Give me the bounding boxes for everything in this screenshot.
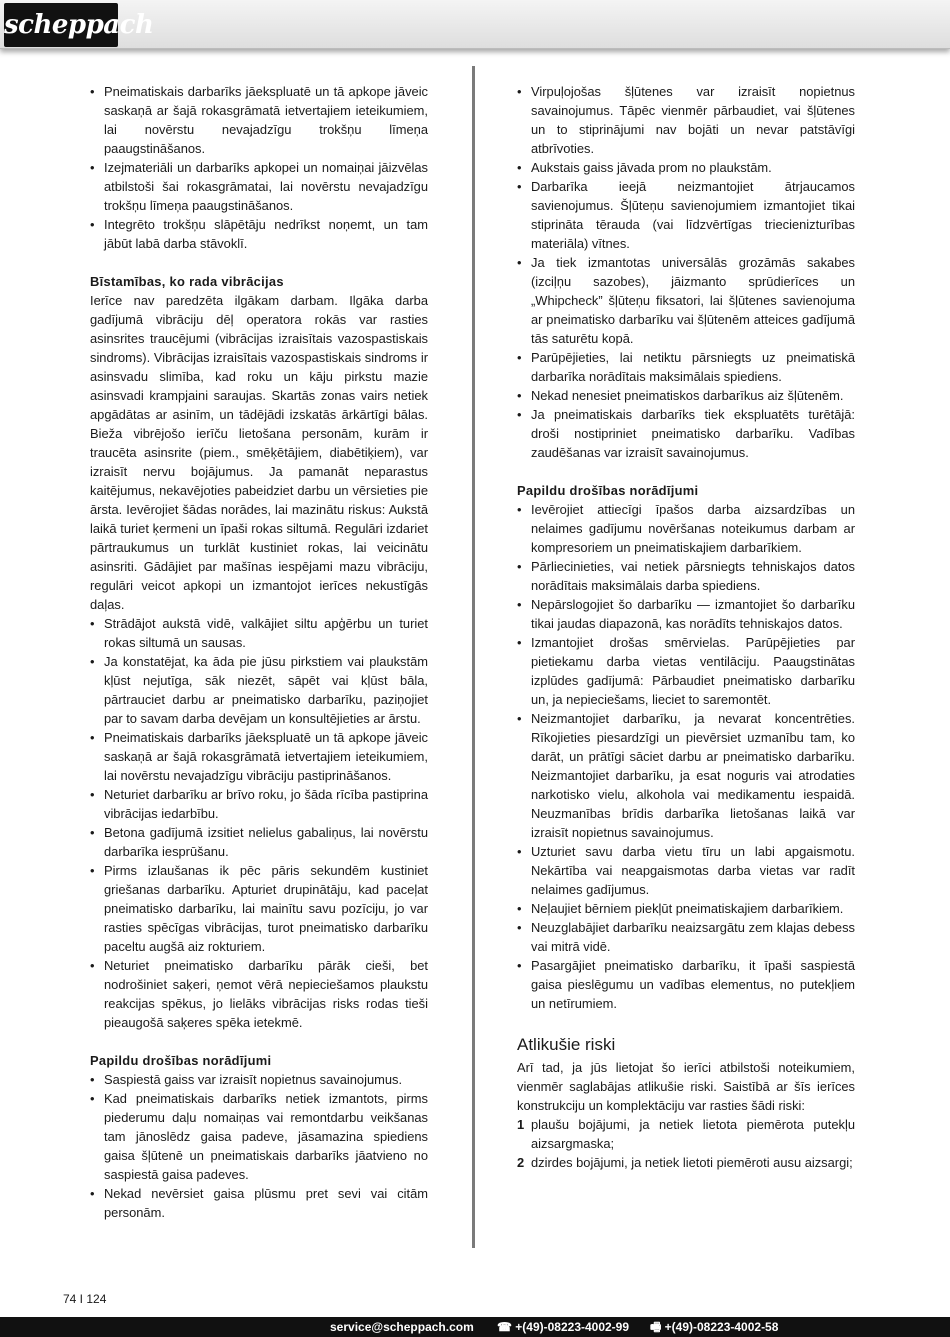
residual-risks-paragraph: Arī tad, ja jūs lietojat šo ierīci atbilstoši noteikumiem, vienmēr saglabājas atlikušie riski. Saistībā ar šīs ierīces konstrukciju un komplektāciju var rasties šādi riski: [517, 1060, 855, 1113]
list-item: • Neuzglabājiet darbarīku neaizsargātu zem klajas debess vai mitrā vidē. [517, 918, 855, 956]
list-number: 2 [517, 1155, 525, 1170]
list-item: • Strādājot aukstā vidē, valkājiet siltu apģērbu un turiet rokas siltumā un sausas. [90, 614, 428, 652]
noise-bullets [90, 82, 428, 253]
vibration-paragraph: Ierīce nav paredzēta ilgākam darbam. Ilgāka darba gadījumā vibrāciju dēļ operatora rokās var rasties asinsrites traucējumi (vibrācijas izraisītais vazospastiskais sindroms). Vibrācijas izraisītais vazospastiskais sindroms ir asinsvadu slimība, kad roku un kāju pirkstu mazie asinsvadi krampjaini saraujas. Skartās zonas vairs netiek apgādātas ar asinīm, un tādējādi izskatās ārkārtīgi bālas. Bieža vibrējošo ierīču lietošana personām, kurām ir traucēta asinsrite (piem., smēķētājiem, diabētiķiem), var izraisīt nervu bojājumus. Ja pamanāt neparastus kaitējumus, nekavējoties pabeidziet darbu un vērsieties pie ārsta. Ievērojiet šādas norādes, lai mazinātu riskus: Aukstā laikā turiet ķermeni un īpaši rokas siltumā. Regulāri izdariet pārtraukumus un turklāt kustiniet rokas, lai veicinātu asinsriti. Gādājiet par mašīnas iespējami mazu vibrāciju, regulāri veicot apkopi un izmantojot ierīces nekustīgās daļas. [90, 293, 428, 612]
fax-number: 🖷 +(49)-08223-4002-58 [650, 1320, 779, 1334]
list-item: • Pirms izlaušanas ik pēc pāris sekundēm kustiniet griešanas darbarīku. Apturiet drupinātāju, kad paceļat pneimatisko darbarīku, lai mainītu savu pozīciju, jo var rasties spēcīgas vibrācijas, turot pneimatisko darbarīku paceltu augšā aiz rokturiem. [90, 861, 428, 956]
list-item: • Betona gadījumā izsitiet nelielus gabaliņus, lai novērstu darbarīka iesprūšanu. [90, 823, 428, 861]
vibration-heading: Bīstamības, ko rada vibrācijas [90, 274, 284, 289]
list-item: • Parūpējieties, lai netiktu pārsniegts uz pneimatiskā darbarīka norādītais maksimālais spiediens. [517, 348, 855, 386]
extra-safety-heading: Papildu drošības norādījumi [90, 1053, 272, 1068]
service-email: service@scheppach.com [330, 1320, 474, 1334]
extra-safety-heading: Papildu drošības norādījumi [517, 483, 699, 498]
list-item: • Ievērojiet attiecīgi īpašos darba aizsardzības un nelaimes gadījumu novēršanas noteikumus darbam ar kompresoriem un pneimatiskajiem darbarīkiem. [517, 500, 855, 557]
list-item: • Ja konstatējat, ka āda pie jūsu pirkstiem vai plaukstām kļūst nejutīga, sāk niezēt, sāpēt vai kļūst bāla, pārtrauciet darbu ar pneimatisko darbarīku, paziņojiet par to savam darba devējam un konsultējieties ar ārstu. [90, 652, 428, 728]
left-column [90, 82, 428, 1222]
residual-risks-heading: Atlikušie riski [517, 1035, 616, 1054]
list-item: • Izmantojiet drošas smērvielas. Parūpējieties par pietiekamu darba vietas ventilāciju. Paaugstinātas izplūdes gadījumā: Pārbaudiet pneimatisko darbarīku un, ja nepieciešams, lieciet to saremontēt. [517, 633, 855, 709]
list-text: plaušu bojājumi, ja netiek lietota piemērota putekļu aizsargmaska; [531, 1117, 855, 1151]
list-item: • Pasargājiet pneimatisko darbarīku, it īpaši saspiestā gaisa pieslēgumu un vadības elementus, no putekļiem un netīrumiem. [517, 956, 855, 1013]
phone-number: ☎ +(49)-08223-4002-99 [497, 1320, 630, 1334]
list-item: • Ja tiek izmantotas universālās grozāmās sakabes (izciļņu sazobes), jāizmanto sprūdierīces un „Whipcheck” šļūteņu fiksatori, lai šļūtenes savienojuma ar pneimatisko darbarīku vai šļūtenēm atteices gadījumā tās saturētu kopā. [517, 253, 855, 348]
list-item: • Pārliecinieties, vai netiek pārsniegts tehniskajos datos norādītais maksimālais darba spiediens. [517, 557, 855, 595]
list-item: • Darbarīka ieejā neizmantojiet ātrjaucamos savienojumus. Šļūteņu savienojumiem izmantojiet tikai stiprināta tērauda (vai līdzvērtīgas triecienizturības materiāla) vītnes. [517, 177, 855, 253]
list-item [517, 1115, 855, 1153]
list-item: • Neturiet pneimatisko darbarīku pārāk cieši, bet nodrošiniet saķeri, ņemot vērā nepieciešamos plaukstu reakcijas spēkus, jo lielāks vibrācijas risks rodas tieši pieaugošā saķeres spēka ietekmē. [90, 956, 428, 1032]
page-header [0, 0, 950, 49]
page-number: 74 I 124 [63, 1292, 107, 1306]
hose-bullets [517, 82, 855, 462]
list-item: • Neizmantojiet darbarīku, ja nevarat koncentrēties. Rīkojieties piesardzīgi un pievērsiet uzmanību tam, ko darāt, un prātīgi sāciet darbu ar pneimatisko darbarīku. Neizmantojiet darbarīku, ja esat noguris vai atrodaties narkotisko vielu, alkohola vai medikamentu iespaidā. Neuzmanības brīdis darbarīka lietošanas laikā var izraisīt nopietnus savainojumus. [517, 709, 855, 842]
list-item: • Saspiestā gaiss var izraisīt nopietnus savainojumus. [90, 1070, 428, 1089]
list-item: • Ja pneimatiskais darbarīks tiek ekspluatēts turētājā: droši nostipriniet pneimatisko darbarīku. Vadības zaudēšanas var izraisīt savainojumus. [517, 405, 855, 462]
list-item: • Nekad nenesiet pneimatiskos darbarīkus aiz šļūtenēm. [517, 386, 855, 405]
residual-risks-list [517, 1115, 855, 1172]
list-item: • Integrēto trokšņu slāpētāju nedrīkst noņemt, un tam jābūt labā darba stāvoklī. [90, 215, 428, 253]
list-item: • Virpuļojošas šļūtenes var izraisīt nopietnus savainojumus. Tāpēc vienmēr pārbaudiet, vai šļūtenes un to stiprinājumi nav bojāti un nevar patstāvīgi atbrīvoties. [517, 82, 855, 158]
vibration-bullets [90, 614, 428, 1032]
list-item: • Nepārslogojiet šo darbarīku — izmantojiet šo darbarīku tikai jaudas diapazonā, kas norādīts tehniskajos datos. [517, 595, 855, 633]
list-item: • Pneimatiskais darbarīks jāekspluatē un tā apkope jāveic saskaņā ar šajā rokasgrāmatā ietvertajiem ieteikumiem, lai novērstu nevajadzīgu vibrāciju pastiprināšanos. [90, 728, 428, 785]
right-column [517, 82, 855, 1172]
extra-safety-bullets [517, 500, 855, 1013]
list-item: • Neturiet darbarīku ar brīvo roku, jo šāda rīcība pastiprina vibrācijas iedarbību. [90, 785, 428, 823]
list-item: • Uzturiet savu darba vietu tīru un labi apgaismotu. Nekārtība vai neapgaismotas darba vietas var radīt nelaimes gadījumus. [517, 842, 855, 899]
extra-safety-bullets [90, 1070, 428, 1222]
list-text: dzirdes bojājumi, ja netiek lietoti piemēroti ausu aizsargi; [531, 1155, 853, 1170]
list-item: • Nekad nevērsiet gaisa plūsmu pret sevi vai citām personām. [90, 1184, 428, 1222]
list-item [517, 1153, 855, 1172]
list-item: • Aukstais gaiss jāvada prom no plaukstām. [517, 158, 855, 177]
column-divider [472, 66, 475, 1248]
scheppach-logo: scheppach [4, 3, 118, 47]
list-item: • Kad pneimatiskais darbarīks netiek izmantots, pirms piederumu daļu nomaiņas vai remontdarbu veikšanas tam jānoslēdz gaisa padeve, jāsamazina spiediens gaisa šļūtenē un pneimatiskais darbarīks jāatvieno no saspiestā gaisa padeves. [90, 1089, 428, 1184]
list-item: • Izejmateriāli un darbarīks apkopei un nomaiņai jāizvēlas atbilstoši šai rokasgrāmatai, lai novērstu nevajadzīgu trokšņu līmeņa paaugstināšanos. [90, 158, 428, 215]
page-footer [0, 1317, 950, 1337]
list-number: 1 [517, 1117, 525, 1132]
list-item: • Neļaujiet bērniem piekļūt pneimatiskajiem darbarīkiem. [517, 899, 855, 918]
list-item: • Pneimatiskais darbarīks jāekspluatē un tā apkope jāveic saskaņā ar šajā rokasgrāmatā ietvertajiem ieteikumiem, lai novērstu nevajadzīgu trokšņu līmeņa paaugstināšanos. [90, 82, 428, 158]
